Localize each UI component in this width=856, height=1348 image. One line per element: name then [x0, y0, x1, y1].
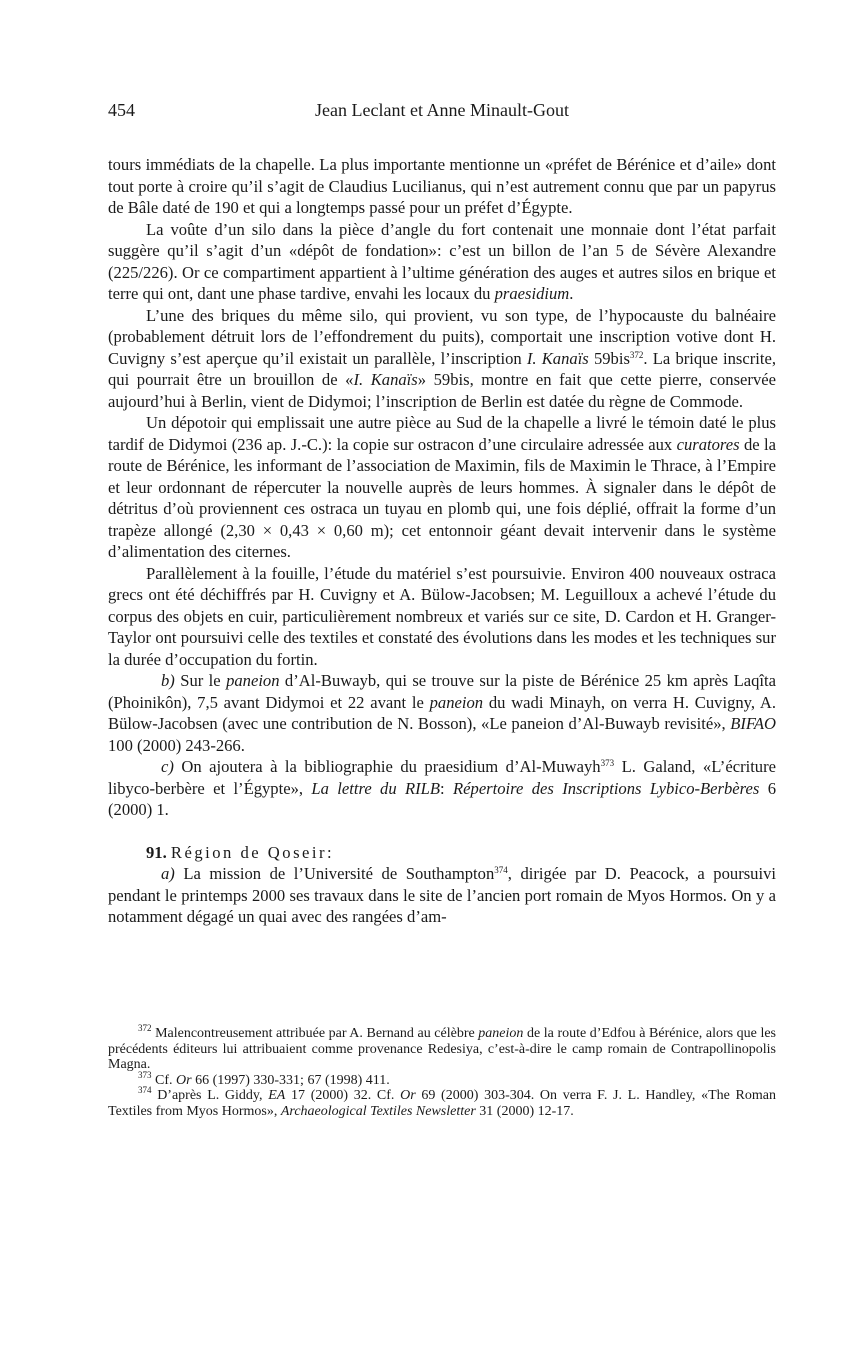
- main-text: [108, 154, 776, 928]
- footnote-ref-372[interactable]: 372: [629, 349, 644, 360]
- running-header: [108, 100, 776, 130]
- paragraph-al-muwayh-bibliography: c) On ajoutera à la bibliographie du praesidium d’Al-Muwayh$^{373}$ L. Galand, «L’écriture libyco-berbère et l’Égypte», La lettre du RILB: Répertoire des Inscriptions Lybico-Berbères 6 (2000) 1.: [108, 757, 777, 819]
- running-title: Jean Leclant et Anne Minault-Gout: [315, 100, 569, 120]
- footnote-374: $^{374}$ D’après L. Giddy, EA 17 (2000) 32. Cf. Or 69 (2000) 303-304. On verra F. J. L. Handley, «The Roman Textiles from Myos Hormos», Archaeological Textiles Newsletter 31 (2000) 12-17.: [108, 1085, 776, 1119]
- footnote-373: $^{373}$ Cf. Or 66 (1997) 330-331; 67 (1998) 411.: [138, 1069, 390, 1088]
- footnote-ref-373[interactable]: 373: [600, 758, 615, 768]
- paragraph-myos-hormos: a) La mission de l’Université de Southampton$^{374}$, dirigée par D. Peacock, a poursuivi pendant le printemps 2000 ses travaux dans le site de l’ancien port romain de Myos Hormos. On y a notamment dégagé un quai avec des rangées d’am-: [108, 864, 776, 926]
- paragraph-inscribed-brick: L’une des briques du même silo, qui provient, vu son type, de l’hypocauste du balnéaire (probablement détruit lors de l’effondrement du puits), comportait une inscription votive dont H. Cuvigny s’est aperçue qu’il existait un parallèle, l’inscription I. Kanaïs 59bis$^{372}$. La brique inscrite, qui pourrait être un brouillon de «I. Kanaïs» 59bis, montre en fait que cette pierre, conservée aujourd’hui à Berlin, vient de Didymoi; l’inscription de Berlin est datée du règne de Commode.: [108, 305, 777, 411]
- paragraph-refuse-dump: Un dépotoir qui emplissait une autre pièce au Sud de la chapelle a livré le témoin daté le plus tardif de Didymoi (236 ap. J.-C.): la copie sur ostracon d’une circulaire adressée aux curatores de la route de Bérénice, les informant de l’association de Maximin, fils de Maximin le Thrace, à l’Empire et leur ordonnant de répercuter la nouvelle auprès de leurs hommes. À signaler dans le dépôt de détritus d’où proviennent ces ostraca un tuyau en plomb qui, une fois déplié, offrait la forme d’un trapèze allongé (2,30 × 0,43 × 0,60 m); cet entonnoir géant devait intervenir dans le système d’alimentation des citernes.: [108, 413, 777, 561]
- section-number: 91.: [146, 842, 167, 862]
- section-spacer: [108, 821, 776, 842]
- section-title: Région de Qoseir:: [170, 842, 335, 862]
- footnotes: [108, 1023, 776, 1119]
- footnote-number: 374: [138, 1085, 152, 1095]
- page-number: 454: [108, 100, 135, 120]
- paragraph-paneion-al-buwayb: b) Sur le paneion d’Al-Buwayb, qui se trouve sur la piste de Bérénice 25 km après Laqîta (Phoinikôn), 7,5 avant Didymoi et 22 avant le paneion du wadi Minayh, on verra H. Cuvigny, A. Bülow-Jacobsen (avec une contribution de N. Bosson), «Le paneion d’Al-Buwayb revisité», BIFAO 100 (2000) 243-266.: [108, 671, 776, 755]
- footnote-ref-374[interactable]: 374: [494, 865, 508, 875]
- section-heading-qoseir: [108, 842, 776, 864]
- document-page: [108, 100, 777, 1119]
- footnote-number: 373: [138, 1069, 152, 1080]
- footnote-372: $^{372}$ Malencontreusement attribuée par A. Bernand au célèbre paneion de la route d’Edfou à Bérénice, alors que les précédents éditeurs lui attribuaient comme provenance Redesiya, c’est-à-dire le camp romain de Contrapollinopolis Magna.: [108, 1023, 776, 1072]
- footnote-number: 372: [138, 1023, 152, 1033]
- paragraph-chapel-inscriptions: tours immédiats de la chapelle. La plus importante mentionne un «préfet de Bérénice et d’aile» dont tout porte à croire qu’il s’agit de Claudius Lucilianus, qui n’est autrement connu que par un papyrus de Bâle daté de 190 et qui a longtemps passé pour un préfet d’Égypte.: [108, 155, 776, 217]
- paragraph-material-study: Parallèlement à la fouille, l’étude du matériel s’est poursuivie. Environ 400 nouveaux ostraca grecs ont été déchiffrés par H. Cuvigny et A. Bülow-Jacobsen; M. Leguilloux a achevé l’étude du corpus des objets en cuir, particulièrement nombreux et variés sur ce site, D. Cardon et H. Granger-Taylor ont poursuivi celle des textiles et constaté des évolutions dans les modes et les techniques sur la durée d’occupation du fortin.: [108, 563, 776, 669]
- paragraph-silo-coin: La voûte d’un silo dans la pièce d’angle du fort contenait une monnaie dont l’état parfait suggère qu’il s’agit d’un «dépôt de fondation»: c’est un billon de l’an 5 de Sévère Alexandre (225/226). Or ce compartiment appartient à l’ultime génération des auges et autres silos en brique et terre qui ont, dant une phase tardive, envahi les locaux du praesidium.: [108, 219, 776, 303]
